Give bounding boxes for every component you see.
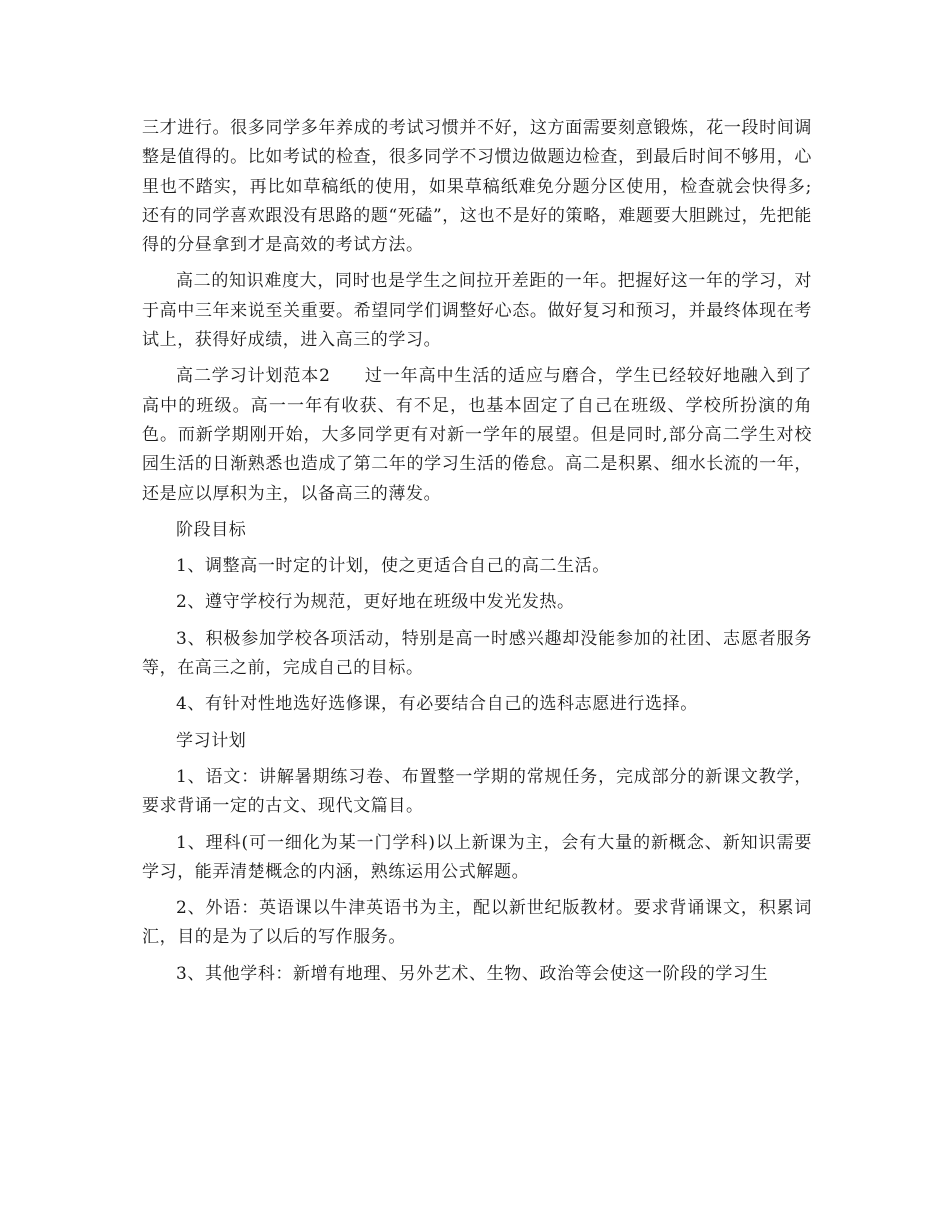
plan-item-chinese: 1、语文：讲解暑期练习卷、布置整一学期的常规任务，完成部分的新课文教学，要求背诵一定的古文、现代文篇目。 bbox=[142, 766, 812, 817]
heading-study-plan: 学习计划 bbox=[176, 730, 247, 751]
paragraph-exam-habits: 三才进行。很多同学多年养成的考试习惯并不好，这方面需要刻意锻炼，花一段时间调整是值得的。比如考试的检查，很多同学不习惯边做题边检查，到最后时间不够用，心里也不踏实，再比如草稿纸的使用，如果草稿纸难免分题分区使用，检查就会快得多;还有的同学喜欢跟没有思路的题“死磕”，这也不是好的策略，难题要大胆跳过，先把能得的分昼拿到才是高效的考试方法。 bbox=[142, 118, 812, 256]
document-body bbox=[142, 114, 812, 996]
goal-item-2: 2、遵守学校行为规范，更好地在班级中发光发热。 bbox=[176, 592, 575, 613]
goal-item-1: 1、调整高一时定的计划，使之更适合自己的高二生活。 bbox=[176, 556, 610, 577]
plan-item-other-subjects: 3、其他学科：新增有地理、另外艺术、生物、政治等会使这一阶段的学习生 bbox=[176, 963, 769, 984]
paragraph-plan-sample-2 bbox=[142, 362, 812, 508]
goal-item-4: 4、有针对性地选好选修课，有必要结合自己的选科志愿进行选择。 bbox=[176, 694, 698, 715]
plan-item-foreign-language: 2、外语：英语课以牛津英语书为主，配以新世纪版教材。要求背诵课文，积累词汇，目的是为了以后的写作服务。 bbox=[142, 898, 812, 948]
section-title-plan-sample-2: 高二学习计划范本2 bbox=[176, 366, 331, 387]
heading-stage-goals: 阶段目标 bbox=[176, 519, 247, 540]
goal-item-3: 3、积极参加学校各项活动，特别是高一时感兴趣却没能参加的社团、志愿者服务等，在高三之前，完成自己的目标。 bbox=[142, 628, 812, 679]
plan-item-science: 1、理科(可一细化为某一门学科)以上新课为主，会有大量的新概念、新知识需要学习，能弄清楚概念的内涵，熟练运用公式解题。 bbox=[142, 832, 812, 882]
paragraph-plan-sample-2-text: 过一年高中生活的适应与磨合，学生已经较好地融入到了高中的班级。高一一年有收获、有不足，也基本固定了自己在班级、学校所扮演的角色。而新学期刚开始，大多同学更有对新一学年的展望。但是同时,部分高二学生对校园生活的日渐熟悉也造成了第二年的学习生活的倦怠。高二是积累、细水长流的一年，还是应以厚积为主，以备高三的薄发。 bbox=[142, 366, 813, 504]
paragraph-grade-two-difficulty: 高二的知识难度大，同时也是学生之间拉开差距的一年。把握好这一年的学习，对于高中三年来说至关重要。希望同学们调整好心态。做好复习和预习，并最终体现在考试上，获得好成绩，进入高三的学习。 bbox=[142, 271, 812, 351]
